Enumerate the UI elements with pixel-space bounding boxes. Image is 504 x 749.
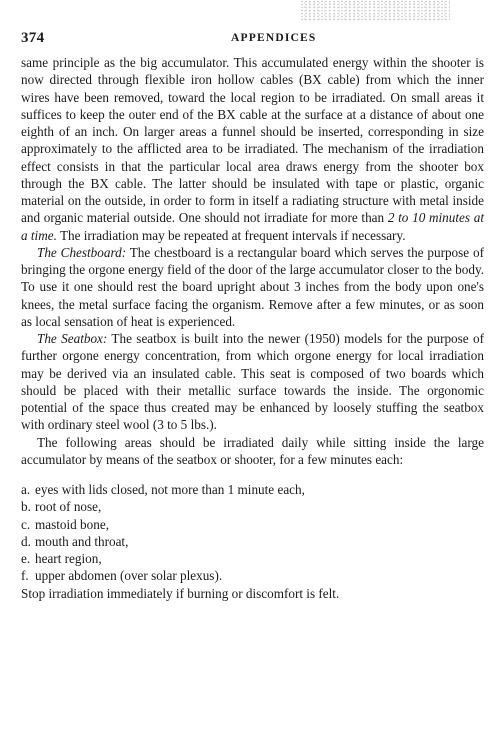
list-item-text: root of nose,: [35, 499, 102, 515]
list-marker: b.: [21, 499, 31, 515]
irradiation-areas-list: [21, 481, 484, 585]
emphasis-duration: 2 to 10 minutes at a time.: [21, 210, 484, 243]
list-item-text: eyes with lids closed, not more than 1 minute each,: [35, 482, 305, 497]
list-marker: f.: [21, 568, 29, 584]
paragraph-text: The seatbox is built into the newer (1950) models for the purpose of further orgone energy concentration, from which orgone energy for local irradiation may be derived via an insulated cable. This seat is composed of two boards which should be placed with their metallic surface towards the inside. The orgonomic potential of the space thus created may be enhanced by loosely stuffing the seatbox with ordinary steel wool (3 to 5 lbs.).: [21, 331, 484, 433]
scan-noise-speckle: [300, 0, 450, 22]
page-body: [21, 54, 484, 602]
list-item-text: mouth and throat,: [35, 533, 129, 549]
running-head: APPENDICES: [231, 32, 317, 44]
list-item-text: heart region,: [35, 551, 102, 566]
section-title-seatbox: The Seatbox:: [37, 331, 108, 346]
closing-line: Stop irradiation immediately if burning or discomfort is felt.: [21, 585, 340, 601]
list-item: [21, 498, 484, 515]
list-item: [21, 481, 484, 498]
list-item-text: upper abdomen (over solar plexus).: [35, 568, 223, 584]
paragraph-shooter-cable: [21, 54, 484, 244]
paragraph-areas-intro: The following areas should be irradiated daily while sitting inside the large accumulator by means of the seatbox or shooter, for a few minutes each:: [21, 434, 484, 467]
list-marker: e.: [21, 551, 31, 566]
paragraph-text: The chestboard is a rectangular board which serves the purpose of bringing the orgone energy field of the door of the large accumulator closer to the body. To use it one should rest the board upright about 3 inches from the body upon one's knees, the metal surface facing the organism. Remove after a few minutes, or as soon as local sensation of heat is experienced.: [21, 244, 484, 329]
list-item: [21, 533, 484, 550]
list-item: [21, 550, 484, 567]
page-number: 374: [21, 30, 45, 46]
paragraph-text: same principle as the big accumulator. This accumulated energy within the shooter is now directed through flexible iron hollow cables (BX cable) from which the inner wires have been removed, toward the local region to be irradiated. On small areas it suffices to keep the outer end of the BX cable at the surface at a distance of about one eighth of an inch. On larger areas a funnel should be inserted, corresponding in size approximately to the afflicted area to be irradiated. The mechanism of the irradiation effect consists in that the particular local area draws energy from the shooter box through the BX cable. The latter should be insulated with tape or plastic, organic material on the outside, in order to form in itself a radiating structure with metal inside and organic material outside. One should not irradiate for more than: [21, 55, 484, 226]
paragraph-seatbox: [21, 330, 484, 434]
list-item: [21, 516, 484, 533]
section-title-chestboard: The Chestboard:: [37, 244, 127, 260]
list-marker: c.: [21, 516, 31, 532]
paragraph-text: The irradiation may be repeated at frequent intervals if necessary.: [56, 227, 406, 243]
list-marker: d.: [21, 533, 31, 549]
paragraph-chestboard: [21, 244, 484, 330]
page-header: [21, 30, 484, 50]
list-item: [21, 567, 484, 584]
list-item-text: mastoid bone,: [35, 516, 109, 532]
list-marker: a.: [21, 482, 31, 497]
